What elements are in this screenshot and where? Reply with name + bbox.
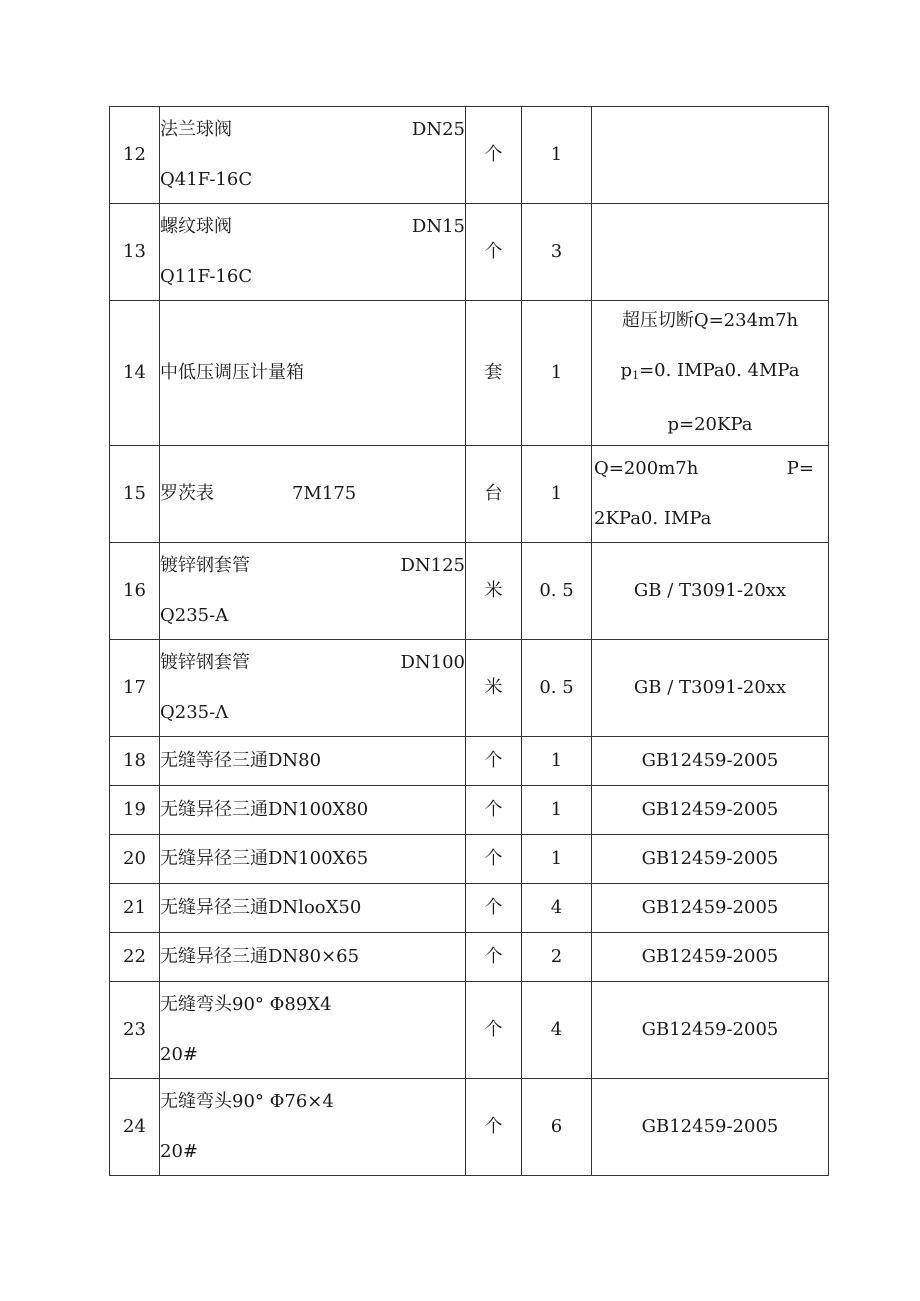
row-number: 12: [110, 107, 160, 204]
unit-cell: 个: [466, 1079, 522, 1176]
note-cell: GB12459-2005: [592, 884, 829, 933]
item-material: Q235-Λ: [160, 702, 229, 723]
table-row: [110, 786, 829, 835]
unit-cell: 个: [466, 982, 522, 1079]
unit-cell: 台: [466, 446, 522, 543]
unit-cell: 个: [466, 933, 522, 982]
item-material: 20#: [160, 1044, 198, 1065]
item-name: 无缝异径三通DNlooX50: [160, 884, 466, 933]
item-spec: DN125: [400, 555, 465, 576]
unit-cell: 个: [466, 737, 522, 786]
unit-cell: 套: [466, 301, 522, 446]
row-number: 13: [110, 204, 160, 301]
item-material: Q41F-16C: [160, 169, 253, 190]
item-name: 无缝异径三通DN100X80: [160, 786, 466, 835]
item-name: 无缝弯头90° Φ76×4: [160, 1091, 334, 1112]
item-name: 无缝弯头90° Φ89X4: [160, 994, 332, 1015]
item-material: Q235-A: [160, 605, 229, 626]
note-cell: GB12459-2005: [592, 933, 829, 982]
item-name-cell: [160, 543, 466, 640]
note-line: 超压切断Q=234m7h: [621, 310, 799, 331]
item-name: 法兰球阀: [160, 119, 232, 140]
item-name-cell: [160, 204, 466, 301]
item-name-cell: [160, 301, 466, 446]
table-row: [110, 446, 829, 543]
note-cell: [592, 301, 829, 446]
note-cell: GB12459-2005: [592, 982, 829, 1079]
table-row: [110, 204, 829, 301]
note-cell: GB12459-2005: [592, 835, 829, 884]
row-number: 22: [110, 933, 160, 982]
quantity-cell: 1: [522, 301, 592, 446]
item-name: 镀锌钢套管: [160, 555, 250, 576]
row-number: 21: [110, 884, 160, 933]
quantity-cell: 4: [522, 884, 592, 933]
item-spec: 7M175: [292, 483, 357, 504]
table-row: [110, 884, 829, 933]
note-cell: [592, 107, 829, 204]
note-line: $p_1=0$. IMPa0. 4MPa: [620, 359, 800, 382]
item-name: 罗茨表: [160, 483, 214, 504]
unit-cell: 米: [466, 543, 522, 640]
table-row: [110, 543, 829, 640]
item-spec: DN25: [411, 119, 465, 140]
row-number: 15: [110, 446, 160, 543]
note-line: P=: [786, 458, 814, 479]
table-row: [110, 982, 829, 1079]
row-number: 16: [110, 543, 160, 640]
row-number: 20: [110, 835, 160, 884]
note-cell: [592, 204, 829, 301]
unit-cell: 个: [466, 835, 522, 884]
note-line: p=20KPa: [667, 414, 753, 435]
unit-cell: 个: [466, 786, 522, 835]
item-spec: DN15: [411, 216, 465, 237]
row-number: 23: [110, 982, 160, 1079]
item-material: 20#: [160, 1141, 198, 1162]
quantity-cell: 1: [522, 786, 592, 835]
row-number: 14: [110, 301, 160, 446]
item-name-cell: [160, 446, 466, 543]
materials-table: [109, 106, 829, 1176]
table-row: [110, 835, 829, 884]
item-name-cell: [160, 1079, 466, 1176]
note-line: 2KPa0. IMPa: [594, 508, 712, 529]
row-number: 18: [110, 737, 160, 786]
item-name: 螺纹球阀: [160, 216, 232, 237]
note-cell: GB12459-2005: [592, 786, 829, 835]
unit-cell: 个: [466, 884, 522, 933]
item-name-cell: [160, 640, 466, 737]
note-cell: GB / T3091-20xx: [592, 640, 829, 737]
table-row: [110, 1079, 829, 1176]
quantity-cell: 6: [522, 1079, 592, 1176]
table-row: [110, 640, 829, 737]
unit-cell: 个: [466, 107, 522, 204]
table-row: [110, 107, 829, 204]
item-material: Q11F-16C: [160, 266, 253, 287]
note-cell: GB12459-2005: [592, 1079, 829, 1176]
item-name: 无缝异径三通DN80×65: [160, 933, 466, 982]
item-name: 中低压调压计量箱: [160, 362, 304, 383]
note-cell: [592, 446, 829, 543]
note-line: Q=200m7h: [594, 458, 699, 479]
note-cell: GB12459-2005: [592, 737, 829, 786]
quantity-cell: 1: [522, 737, 592, 786]
note-cell: GB / T3091-20xx: [592, 543, 829, 640]
row-number: 24: [110, 1079, 160, 1176]
row-number: 17: [110, 640, 160, 737]
quantity-cell: 0. 5: [522, 543, 592, 640]
table-row: [110, 301, 829, 446]
table-row: [110, 737, 829, 786]
row-number: 19: [110, 786, 160, 835]
quantity-cell: 1: [522, 107, 592, 204]
item-spec: DN100: [400, 652, 465, 673]
quantity-cell: 1: [522, 835, 592, 884]
quantity-cell: 3: [522, 204, 592, 301]
table-row: [110, 933, 829, 982]
quantity-cell: 4: [522, 982, 592, 1079]
item-name: 无缝等径三通DN80: [160, 737, 466, 786]
quantity-cell: 1: [522, 446, 592, 543]
item-name: 镀锌钢套管: [160, 652, 250, 673]
item-name-cell: [160, 982, 466, 1079]
unit-cell: 个: [466, 204, 522, 301]
quantity-cell: 2: [522, 933, 592, 982]
item-name-cell: [160, 107, 466, 204]
quantity-cell: 0. 5: [522, 640, 592, 737]
item-name: 无缝异径三通DN100X65: [160, 835, 466, 884]
unit-cell: 米: [466, 640, 522, 737]
